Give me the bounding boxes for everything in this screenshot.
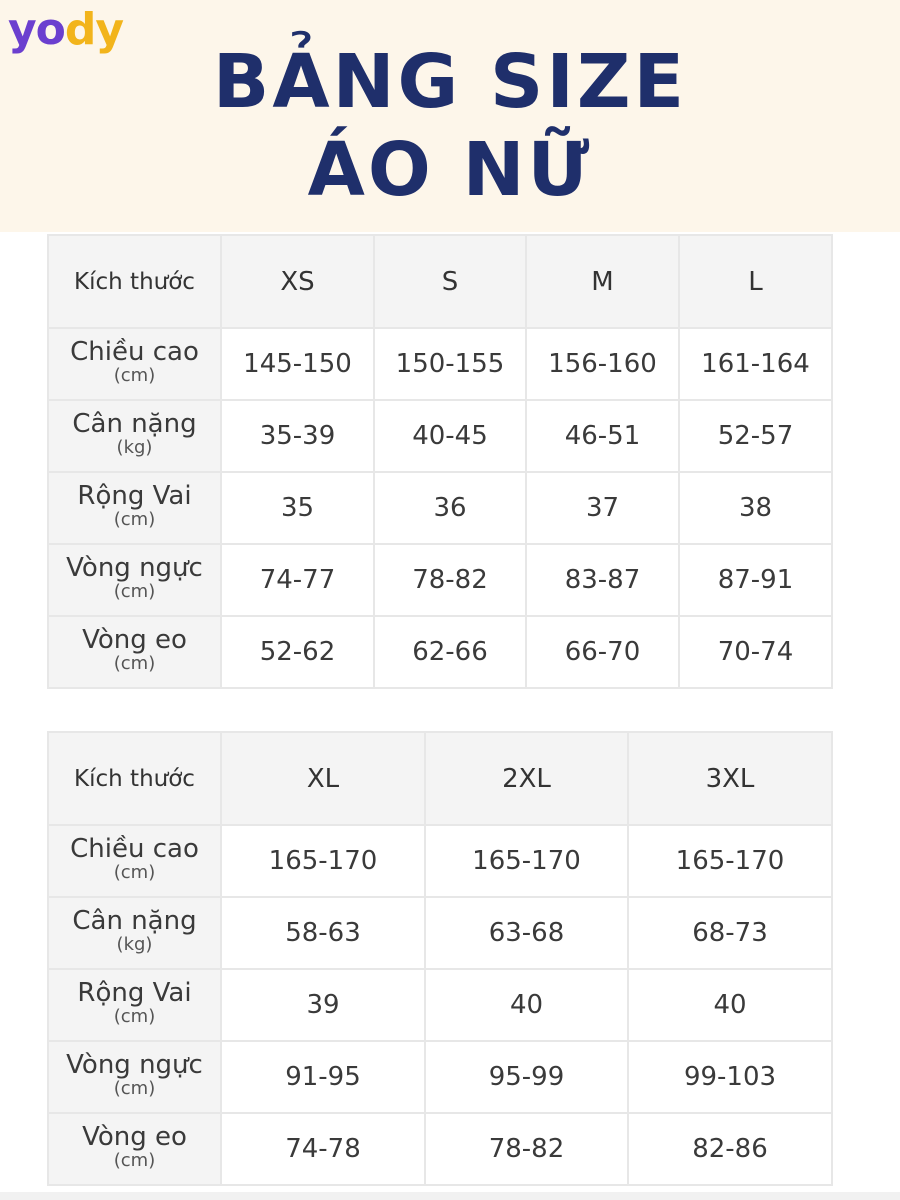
table-cell: 37 — [526, 472, 679, 544]
table-cell: 145-150 — [221, 328, 374, 400]
row-label: Vòng eo (cm) — [48, 1113, 221, 1185]
table-cell: 82-86 — [628, 1113, 832, 1185]
table-cell: 40 — [628, 969, 832, 1041]
page-title — [0, 38, 900, 214]
table-cell: 40-45 — [374, 400, 526, 472]
table-cell: 78-82 — [374, 544, 526, 616]
row-label: Vòng eo (cm) — [48, 616, 221, 688]
row-label: Cân nặng (kg) — [48, 400, 221, 472]
table-cell: 38 — [679, 472, 832, 544]
table-cell: 165-170 — [221, 825, 425, 897]
table-row — [48, 1113, 832, 1185]
row-label: Cân nặng (kg) — [48, 897, 221, 969]
size-header-cell: XL — [221, 732, 425, 825]
size-header-cell: L — [679, 235, 832, 328]
size-header-cell: 3XL — [628, 732, 832, 825]
table-cell: 68-73 — [628, 897, 832, 969]
table-cell: 58-63 — [221, 897, 425, 969]
row-label: Rộng Vai (cm) — [48, 969, 221, 1041]
table-cell: 78-82 — [425, 1113, 628, 1185]
table-cell: 62-66 — [374, 616, 526, 688]
table-cell: 150-155 — [374, 328, 526, 400]
row-label: Chiều cao (cm) — [48, 825, 221, 897]
size-header-cell: M — [526, 235, 679, 328]
table-row — [48, 969, 832, 1041]
yody-logo: yody — [8, 4, 124, 55]
size-header-cell: 2XL — [425, 732, 628, 825]
header-banner — [0, 0, 900, 232]
table-header-row — [48, 235, 832, 328]
table-row — [48, 825, 832, 897]
table-cell: 52-62 — [221, 616, 374, 688]
row-label: Vòng ngực (cm) — [48, 544, 221, 616]
table-row — [48, 472, 832, 544]
table-cell: 66-70 — [526, 616, 679, 688]
title-line-1: BẢNG SIZE — [212, 39, 688, 125]
table-cell: 74-77 — [221, 544, 374, 616]
table-cell: 52-57 — [679, 400, 832, 472]
size-header-cell: XS — [221, 235, 374, 328]
table-cell: 39 — [221, 969, 425, 1041]
table-row — [48, 616, 832, 688]
table-cell: 36 — [374, 472, 526, 544]
size-header-cell: S — [374, 235, 526, 328]
table-cell: 83-87 — [526, 544, 679, 616]
size-table-1 — [47, 234, 833, 689]
table-cell: 95-99 — [425, 1041, 628, 1113]
size-header-label: Kích thước — [48, 235, 221, 328]
table-cell: 35 — [221, 472, 374, 544]
row-label: Rộng Vai (cm) — [48, 472, 221, 544]
table-row — [48, 897, 832, 969]
table-row — [48, 328, 832, 400]
table-cell: 165-170 — [425, 825, 628, 897]
table-cell: 70-74 — [679, 616, 832, 688]
table-cell: 87-91 — [679, 544, 832, 616]
table-cell: 156-160 — [526, 328, 679, 400]
size-table-2 — [47, 731, 833, 1186]
table-cell: 46-51 — [526, 400, 679, 472]
table-row — [48, 544, 832, 616]
table-row — [48, 1041, 832, 1113]
title-line-2: ÁO NỮ — [307, 127, 593, 213]
table-cell: 74-78 — [221, 1113, 425, 1185]
table-cell: 165-170 — [628, 825, 832, 897]
table-cell: 63-68 — [425, 897, 628, 969]
table-header-row — [48, 732, 832, 825]
row-label: Vòng ngực (cm) — [48, 1041, 221, 1113]
table-cell: 40 — [425, 969, 628, 1041]
table-cell: 35-39 — [221, 400, 374, 472]
table-cell: 99-103 — [628, 1041, 832, 1113]
bottom-strip — [0, 1192, 900, 1200]
table-cell: 91-95 — [221, 1041, 425, 1113]
table-cell: 161-164 — [679, 328, 832, 400]
table-row — [48, 400, 832, 472]
size-header-label: Kích thước — [48, 732, 221, 825]
row-label: Chiều cao (cm) — [48, 328, 221, 400]
